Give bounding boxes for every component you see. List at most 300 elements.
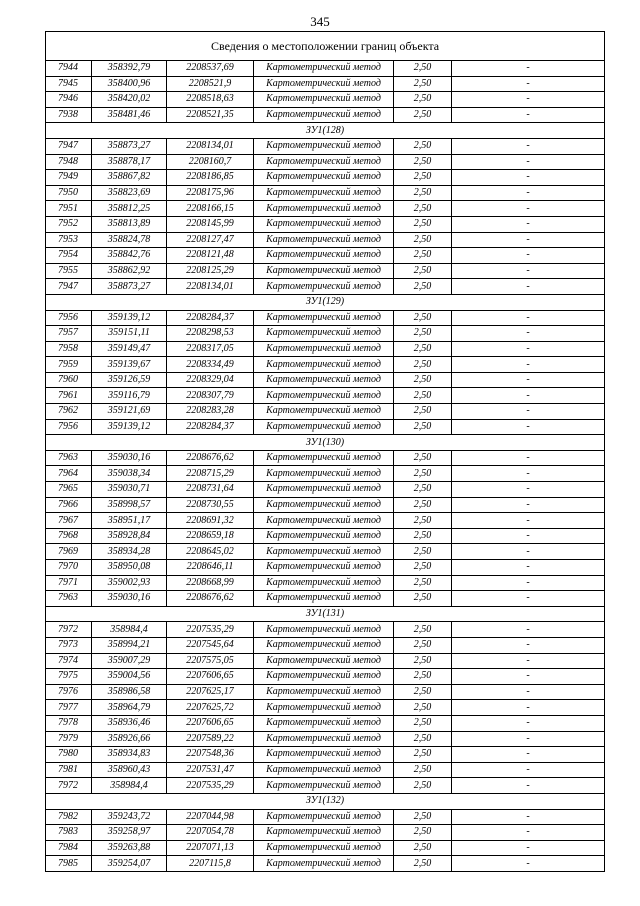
y-coordinate-cell: 2208518,63	[167, 92, 254, 108]
table-row	[46, 762, 605, 778]
method-cell: Картометрический метод	[254, 809, 394, 825]
accuracy-cell: 2,50	[394, 715, 452, 731]
section-row	[46, 606, 605, 622]
description-cell: -	[452, 669, 605, 685]
x-coordinate-cell: 359126,59	[92, 372, 167, 388]
point-number-cell: 7975	[46, 669, 92, 685]
y-coordinate-cell: 2208134,01	[167, 138, 254, 154]
table-row	[46, 450, 605, 466]
x-coordinate-cell: 359243,72	[92, 809, 167, 825]
y-coordinate-cell: 2207115,8	[167, 856, 254, 872]
point-number-cell: 7938	[46, 107, 92, 123]
point-number-cell: 7970	[46, 560, 92, 576]
y-coordinate-cell: 2208284,37	[167, 419, 254, 435]
point-number-cell: 7960	[46, 372, 92, 388]
description-cell: -	[452, 856, 605, 872]
y-coordinate-cell: 2207575,05	[167, 653, 254, 669]
y-coordinate-cell: 2207054,78	[167, 825, 254, 841]
point-number-cell: 7947	[46, 138, 92, 154]
description-cell: -	[452, 575, 605, 591]
description-cell: -	[452, 637, 605, 653]
y-coordinate-cell: 2208730,55	[167, 497, 254, 513]
y-coordinate-cell: 2208307,79	[167, 388, 254, 404]
method-cell: Картометрический метод	[254, 731, 394, 747]
accuracy-cell: 2,50	[394, 388, 452, 404]
accuracy-cell: 2,50	[394, 310, 452, 326]
y-coordinate-cell: 2208521,9	[167, 76, 254, 92]
x-coordinate-cell: 358998,57	[92, 497, 167, 513]
method-cell: Картометрический метод	[254, 92, 394, 108]
y-coordinate-cell: 2208334,49	[167, 357, 254, 373]
point-number-cell: 7968	[46, 528, 92, 544]
y-coordinate-cell: 2208145,99	[167, 216, 254, 232]
method-cell: Картометрический метод	[254, 76, 394, 92]
accuracy-cell: 2,50	[394, 107, 452, 123]
table-row	[46, 528, 605, 544]
table-row	[46, 856, 605, 872]
section-row	[46, 793, 605, 809]
method-cell: Картометрический метод	[254, 107, 394, 123]
x-coordinate-cell: 358960,43	[92, 762, 167, 778]
description-cell: -	[452, 497, 605, 513]
point-number-cell: 7972	[46, 778, 92, 794]
x-coordinate-cell: 358392,79	[92, 61, 167, 77]
table-row	[46, 809, 605, 825]
x-coordinate-cell: 359116,79	[92, 388, 167, 404]
x-coordinate-cell: 359121,69	[92, 404, 167, 420]
section-label: ЗУ1(131)	[46, 606, 605, 622]
y-coordinate-cell: 2208317,05	[167, 341, 254, 357]
accuracy-cell: 2,50	[394, 138, 452, 154]
accuracy-cell: 2,50	[394, 404, 452, 420]
point-number-cell: 7965	[46, 482, 92, 498]
method-cell: Картометрический метод	[254, 216, 394, 232]
accuracy-cell: 2,50	[394, 92, 452, 108]
table-row	[46, 591, 605, 607]
method-cell: Картометрический метод	[254, 372, 394, 388]
y-coordinate-cell: 2208127,47	[167, 232, 254, 248]
x-coordinate-cell: 359004,56	[92, 669, 167, 685]
description-cell: -	[452, 591, 605, 607]
point-number-cell: 7944	[46, 61, 92, 77]
description-cell: -	[452, 747, 605, 763]
point-number-cell: 7947	[46, 279, 92, 295]
table-row	[46, 138, 605, 154]
table-row	[46, 61, 605, 77]
method-cell: Картометрический метод	[254, 669, 394, 685]
y-coordinate-cell: 2208284,37	[167, 310, 254, 326]
accuracy-cell: 2,50	[394, 809, 452, 825]
point-number-cell: 7953	[46, 232, 92, 248]
table-row	[46, 216, 605, 232]
point-number-cell: 7954	[46, 248, 92, 264]
accuracy-cell: 2,50	[394, 778, 452, 794]
table-row	[46, 404, 605, 420]
x-coordinate-cell: 358926,66	[92, 731, 167, 747]
section-row	[46, 294, 605, 310]
point-number-cell: 7958	[46, 341, 92, 357]
description-cell: -	[452, 357, 605, 373]
description-cell: -	[452, 809, 605, 825]
accuracy-cell: 2,50	[394, 497, 452, 513]
description-cell: -	[452, 513, 605, 529]
y-coordinate-cell: 2208166,15	[167, 201, 254, 217]
section-label: ЗУ1(132)	[46, 793, 605, 809]
table-row	[46, 170, 605, 186]
y-coordinate-cell: 2208645,02	[167, 544, 254, 560]
accuracy-cell: 2,50	[394, 76, 452, 92]
description-cell: -	[452, 622, 605, 638]
section-row	[46, 123, 605, 139]
description-cell: -	[452, 201, 605, 217]
y-coordinate-cell: 2207625,72	[167, 700, 254, 716]
point-number-cell: 7955	[46, 263, 92, 279]
x-coordinate-cell: 359030,16	[92, 450, 167, 466]
description-cell: -	[452, 61, 605, 77]
x-coordinate-cell: 359007,29	[92, 653, 167, 669]
description-cell: -	[452, 388, 605, 404]
method-cell: Картометрический метод	[254, 170, 394, 186]
accuracy-cell: 2,50	[394, 185, 452, 201]
table-header-row	[46, 32, 605, 61]
y-coordinate-cell: 2207531,47	[167, 762, 254, 778]
description-cell: -	[452, 404, 605, 420]
y-coordinate-cell: 2207535,29	[167, 778, 254, 794]
accuracy-cell: 2,50	[394, 357, 452, 373]
table-row	[46, 154, 605, 170]
method-cell: Картометрический метод	[254, 263, 394, 279]
y-coordinate-cell: 2207071,13	[167, 840, 254, 856]
method-cell: Картометрический метод	[254, 201, 394, 217]
x-coordinate-cell: 358867,82	[92, 170, 167, 186]
description-cell: -	[452, 715, 605, 731]
accuracy-cell: 2,50	[394, 575, 452, 591]
point-number-cell: 7978	[46, 715, 92, 731]
method-cell: Картометрический метод	[254, 637, 394, 653]
x-coordinate-cell: 358984,4	[92, 622, 167, 638]
table-row	[46, 185, 605, 201]
table-row	[46, 310, 605, 326]
x-coordinate-cell: 358842,76	[92, 248, 167, 264]
x-coordinate-cell: 359139,67	[92, 357, 167, 373]
description-cell: -	[452, 762, 605, 778]
x-coordinate-cell: 359030,16	[92, 591, 167, 607]
method-cell: Картометрический метод	[254, 232, 394, 248]
y-coordinate-cell: 2208134,01	[167, 279, 254, 295]
section-label: ЗУ1(128)	[46, 123, 605, 139]
method-cell: Картометрический метод	[254, 279, 394, 295]
description-cell: -	[452, 528, 605, 544]
accuracy-cell: 2,50	[394, 372, 452, 388]
method-cell: Картометрический метод	[254, 341, 394, 357]
table-title: Сведения о местоположении границ объекта	[46, 32, 605, 61]
section-label: ЗУ1(130)	[46, 435, 605, 451]
accuracy-cell: 2,50	[394, 762, 452, 778]
x-coordinate-cell: 358812,25	[92, 201, 167, 217]
point-number-cell: 7967	[46, 513, 92, 529]
accuracy-cell: 2,50	[394, 450, 452, 466]
accuracy-cell: 2,50	[394, 154, 452, 170]
x-coordinate-cell: 359254,07	[92, 856, 167, 872]
accuracy-cell: 2,50	[394, 856, 452, 872]
method-cell: Картометрический метод	[254, 684, 394, 700]
description-cell: -	[452, 560, 605, 576]
y-coordinate-cell: 2208121,48	[167, 248, 254, 264]
accuracy-cell: 2,50	[394, 341, 452, 357]
table-row	[46, 778, 605, 794]
x-coordinate-cell: 358481,46	[92, 107, 167, 123]
method-cell: Картометрический метод	[254, 825, 394, 841]
point-number-cell: 7964	[46, 466, 92, 482]
table-row	[46, 684, 605, 700]
method-cell: Картометрический метод	[254, 560, 394, 576]
point-number-cell: 7985	[46, 856, 92, 872]
x-coordinate-cell: 359139,12	[92, 419, 167, 435]
point-number-cell: 7959	[46, 357, 92, 373]
accuracy-cell: 2,50	[394, 326, 452, 342]
description-cell: -	[452, 544, 605, 560]
description-cell: -	[452, 372, 605, 388]
table-row	[46, 513, 605, 529]
point-number-cell: 7952	[46, 216, 92, 232]
x-coordinate-cell: 359258,97	[92, 825, 167, 841]
method-cell: Картометрический метод	[254, 404, 394, 420]
method-cell: Картометрический метод	[254, 138, 394, 154]
x-coordinate-cell: 358873,27	[92, 279, 167, 295]
description-cell: -	[452, 248, 605, 264]
y-coordinate-cell: 2208186,85	[167, 170, 254, 186]
method-cell: Картометрический метод	[254, 154, 394, 170]
table-row	[46, 653, 605, 669]
accuracy-cell: 2,50	[394, 653, 452, 669]
point-number-cell: 7981	[46, 762, 92, 778]
x-coordinate-cell: 358873,27	[92, 138, 167, 154]
accuracy-cell: 2,50	[394, 263, 452, 279]
x-coordinate-cell: 359151,11	[92, 326, 167, 342]
section-row	[46, 435, 605, 451]
table-row	[46, 263, 605, 279]
table-row	[46, 107, 605, 123]
description-cell: -	[452, 341, 605, 357]
description-cell: -	[452, 700, 605, 716]
method-cell: Картометрический метод	[254, 528, 394, 544]
accuracy-cell: 2,50	[394, 840, 452, 856]
accuracy-cell: 2,50	[394, 216, 452, 232]
accuracy-cell: 2,50	[394, 825, 452, 841]
y-coordinate-cell: 2208691,32	[167, 513, 254, 529]
y-coordinate-cell: 2208668,99	[167, 575, 254, 591]
point-number-cell: 7979	[46, 731, 92, 747]
point-number-cell: 7982	[46, 809, 92, 825]
y-coordinate-cell: 2208298,53	[167, 326, 254, 342]
method-cell: Картометрический метод	[254, 513, 394, 529]
method-cell: Картометрический метод	[254, 856, 394, 872]
table-row	[46, 560, 605, 576]
table-row	[46, 372, 605, 388]
table-row	[46, 279, 605, 295]
point-number-cell: 7957	[46, 326, 92, 342]
description-cell: -	[452, 170, 605, 186]
accuracy-cell: 2,50	[394, 232, 452, 248]
table-row	[46, 357, 605, 373]
method-cell: Картометрический метод	[254, 419, 394, 435]
description-cell: -	[452, 76, 605, 92]
accuracy-cell: 2,50	[394, 528, 452, 544]
point-number-cell: 7945	[46, 76, 92, 92]
table-row	[46, 637, 605, 653]
x-coordinate-cell: 358823,69	[92, 185, 167, 201]
description-cell: -	[452, 450, 605, 466]
point-number-cell: 7972	[46, 622, 92, 638]
description-cell: -	[452, 684, 605, 700]
y-coordinate-cell: 2207606,65	[167, 669, 254, 685]
y-coordinate-cell: 2207606,65	[167, 715, 254, 731]
page-number: 345	[310, 14, 330, 29]
table-row	[46, 326, 605, 342]
description-cell: -	[452, 92, 605, 108]
description-cell: -	[452, 107, 605, 123]
table-row	[46, 497, 605, 513]
method-cell: Картометрический метод	[254, 544, 394, 560]
description-cell: -	[452, 185, 605, 201]
accuracy-cell: 2,50	[394, 731, 452, 747]
y-coordinate-cell: 2208676,62	[167, 591, 254, 607]
table-row	[46, 840, 605, 856]
description-cell: -	[452, 138, 605, 154]
x-coordinate-cell: 358400,96	[92, 76, 167, 92]
method-cell: Картометрический метод	[254, 840, 394, 856]
y-coordinate-cell: 2208646,11	[167, 560, 254, 576]
x-coordinate-cell: 358964,79	[92, 700, 167, 716]
point-number-cell: 7961	[46, 388, 92, 404]
table-row	[46, 388, 605, 404]
accuracy-cell: 2,50	[394, 560, 452, 576]
table-row	[46, 747, 605, 763]
point-number-cell: 7962	[46, 404, 92, 420]
x-coordinate-cell: 358986,58	[92, 684, 167, 700]
x-coordinate-cell: 358950,08	[92, 560, 167, 576]
accuracy-cell: 2,50	[394, 170, 452, 186]
y-coordinate-cell: 2207535,29	[167, 622, 254, 638]
x-coordinate-cell: 358420,02	[92, 92, 167, 108]
x-coordinate-cell: 358813,89	[92, 216, 167, 232]
method-cell: Картометрический метод	[254, 357, 394, 373]
table-row	[46, 248, 605, 264]
table-row	[46, 622, 605, 638]
point-number-cell: 7946	[46, 92, 92, 108]
accuracy-cell: 2,50	[394, 513, 452, 529]
point-number-cell: 7949	[46, 170, 92, 186]
y-coordinate-cell: 2208125,29	[167, 263, 254, 279]
table-row	[46, 715, 605, 731]
accuracy-cell: 2,50	[394, 669, 452, 685]
table-row	[46, 825, 605, 841]
method-cell: Картометрический метод	[254, 450, 394, 466]
description-cell: -	[452, 326, 605, 342]
y-coordinate-cell: 2208521,35	[167, 107, 254, 123]
y-coordinate-cell: 2207044,98	[167, 809, 254, 825]
boundary-coordinates-table	[45, 31, 605, 872]
description-cell: -	[452, 825, 605, 841]
y-coordinate-cell: 2207548,36	[167, 747, 254, 763]
description-cell: -	[452, 840, 605, 856]
description-cell: -	[452, 279, 605, 295]
method-cell: Картометрический метод	[254, 762, 394, 778]
method-cell: Картометрический метод	[254, 653, 394, 669]
point-number-cell: 7984	[46, 840, 92, 856]
table-row	[46, 731, 605, 747]
accuracy-cell: 2,50	[394, 419, 452, 435]
table-row	[46, 201, 605, 217]
y-coordinate-cell: 2208160,7	[167, 154, 254, 170]
table-row	[46, 466, 605, 482]
method-cell: Картометрический метод	[254, 747, 394, 763]
point-number-cell: 7971	[46, 575, 92, 591]
point-number-cell: 7983	[46, 825, 92, 841]
description-cell: -	[452, 653, 605, 669]
table-row	[46, 544, 605, 560]
description-cell: -	[452, 154, 605, 170]
point-number-cell: 7963	[46, 450, 92, 466]
table-row	[46, 232, 605, 248]
x-coordinate-cell: 358928,84	[92, 528, 167, 544]
point-number-cell: 7963	[46, 591, 92, 607]
section-label: ЗУ1(129)	[46, 294, 605, 310]
accuracy-cell: 2,50	[394, 248, 452, 264]
y-coordinate-cell: 2208537,69	[167, 61, 254, 77]
method-cell: Картометрический метод	[254, 622, 394, 638]
point-number-cell: 7977	[46, 700, 92, 716]
accuracy-cell: 2,50	[394, 700, 452, 716]
x-coordinate-cell: 358824,78	[92, 232, 167, 248]
y-coordinate-cell: 2208175,96	[167, 185, 254, 201]
x-coordinate-cell: 359263,88	[92, 840, 167, 856]
accuracy-cell: 2,50	[394, 544, 452, 560]
table-row	[46, 700, 605, 716]
y-coordinate-cell: 2208715,29	[167, 466, 254, 482]
accuracy-cell: 2,50	[394, 637, 452, 653]
x-coordinate-cell: 358936,46	[92, 715, 167, 731]
table-row	[46, 669, 605, 685]
description-cell: -	[452, 216, 605, 232]
point-number-cell: 7976	[46, 684, 92, 700]
method-cell: Картометрический метод	[254, 700, 394, 716]
table-row	[46, 76, 605, 92]
method-cell: Картометрический метод	[254, 185, 394, 201]
method-cell: Картометрический метод	[254, 497, 394, 513]
x-coordinate-cell: 358934,83	[92, 747, 167, 763]
x-coordinate-cell: 359038,34	[92, 466, 167, 482]
point-number-cell: 7974	[46, 653, 92, 669]
method-cell: Картометрический метод	[254, 482, 394, 498]
table-row	[46, 341, 605, 357]
point-number-cell: 7980	[46, 747, 92, 763]
point-number-cell: 7956	[46, 310, 92, 326]
point-number-cell: 7966	[46, 497, 92, 513]
accuracy-cell: 2,50	[394, 279, 452, 295]
accuracy-cell: 2,50	[394, 61, 452, 77]
x-coordinate-cell: 358862,92	[92, 263, 167, 279]
point-number-cell: 7969	[46, 544, 92, 560]
point-number-cell: 7973	[46, 637, 92, 653]
description-cell: -	[452, 310, 605, 326]
x-coordinate-cell: 358878,17	[92, 154, 167, 170]
accuracy-cell: 2,50	[394, 482, 452, 498]
table-row	[46, 482, 605, 498]
y-coordinate-cell: 2207625,17	[167, 684, 254, 700]
point-number-cell: 7956	[46, 419, 92, 435]
method-cell: Картометрический метод	[254, 715, 394, 731]
